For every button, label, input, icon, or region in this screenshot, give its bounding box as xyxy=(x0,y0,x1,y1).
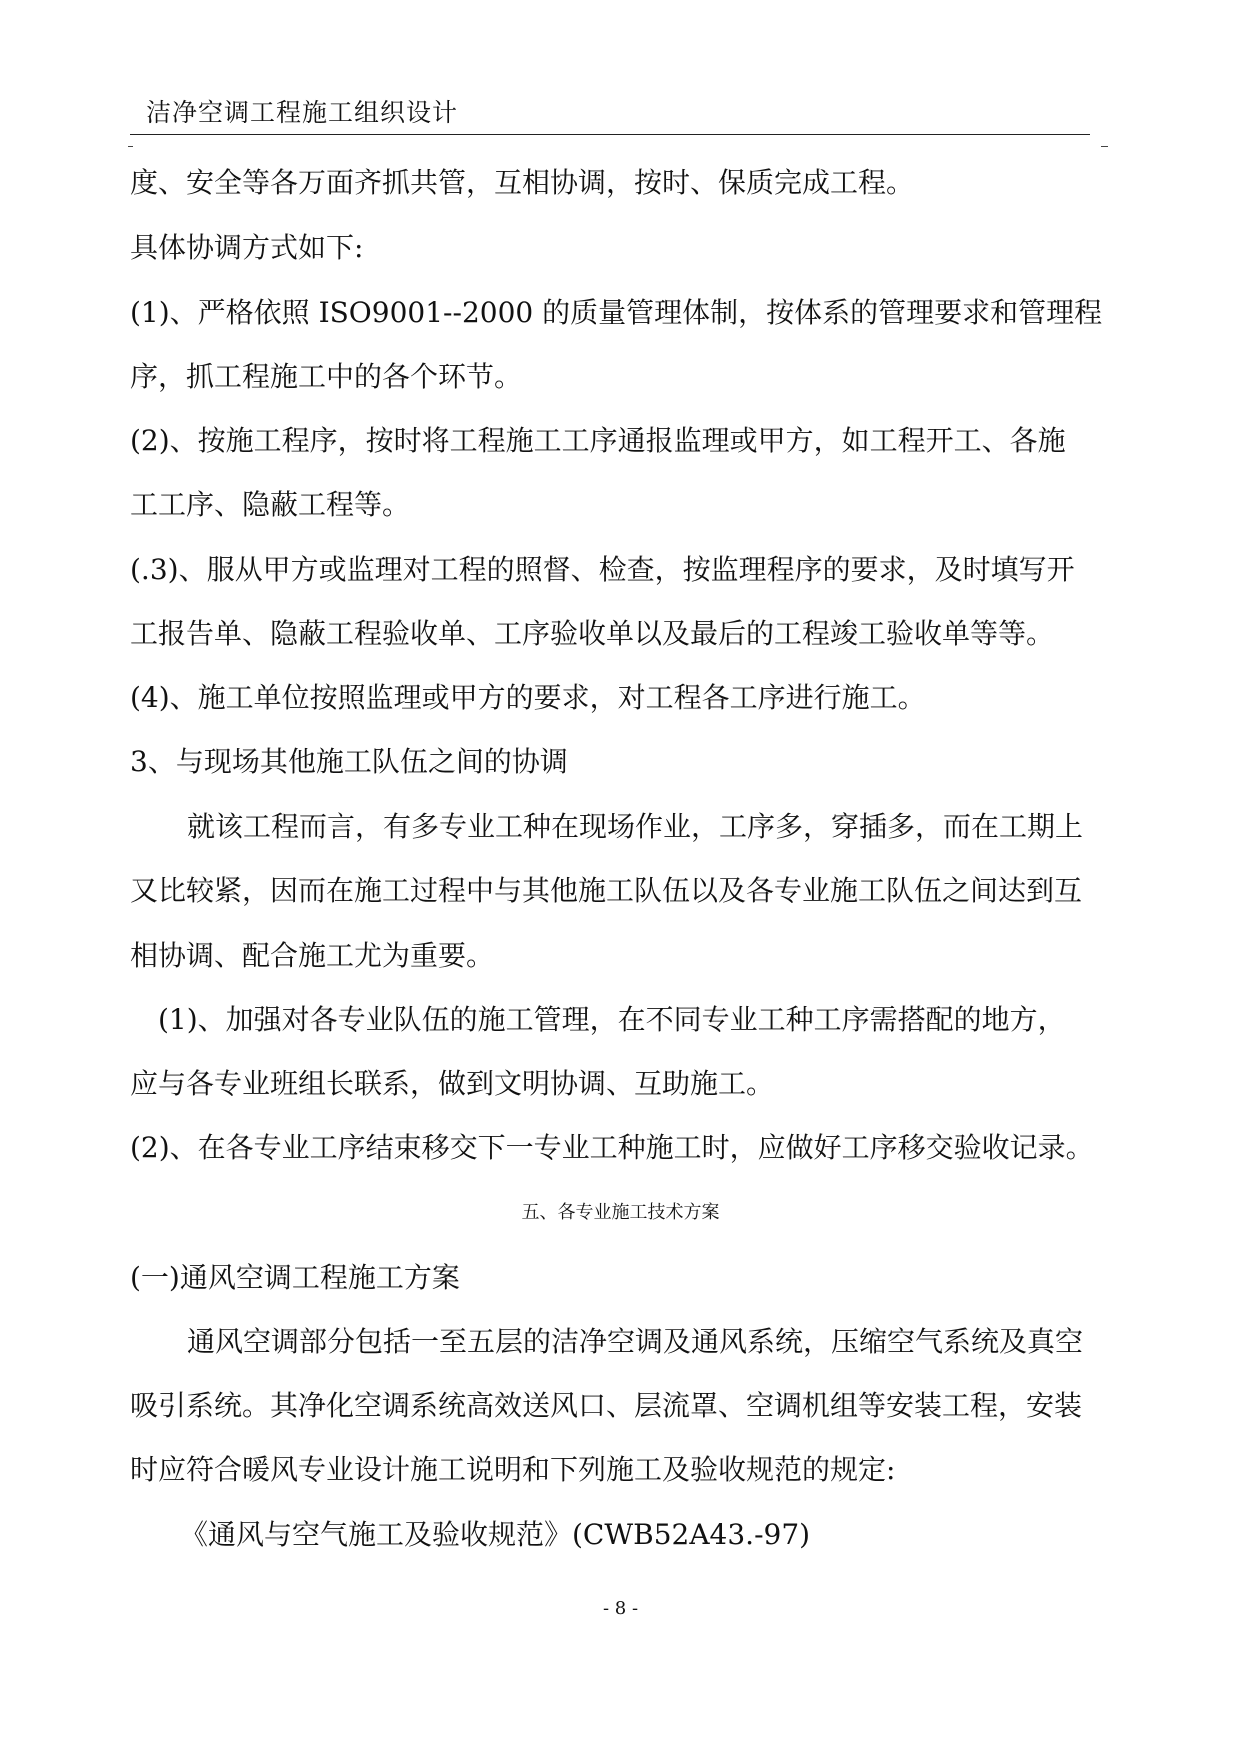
rule-tick-left xyxy=(128,146,133,147)
body-line: 通风空调部分包括一至五层的洁净空调及通风系统，压缩空气系统及真空 xyxy=(187,1325,1084,1358)
page-number: - 8 - xyxy=(602,1598,639,1619)
rule-tick-right xyxy=(1101,146,1108,147)
header-rule xyxy=(130,134,1090,135)
body-line: (2)、按施工程序，按时将工程施工工序通报监理或甲方，如工程开工、各施 xyxy=(130,424,1066,457)
body-line: 又比较紧，因而在施工过程中与其他施工队伍以及各专业施工队伍之间达到互 xyxy=(130,874,1083,907)
section-heading: (一)通风空调工程施工方案 xyxy=(130,1261,460,1294)
body-line: (1)、严格依照 ISO9001--2000 的质量管理体制，按体系的管理要求和管理程 xyxy=(130,296,1103,329)
body-line: 吸引系统。其净化空调系统高效送风口、层流罩、空调机组等安装工程，安装 xyxy=(130,1389,1083,1422)
body-line: 工工序、隐蔽工程等。 xyxy=(130,488,411,521)
body-line: 《通风与空气施工及验收规范》(CWB52A43.-97) xyxy=(180,1518,811,1551)
body-line: 时应符合暖风专业设计施工说明和下列施工及验收规范的规定: xyxy=(130,1453,896,1486)
body-line: 度、安全等各万面齐抓共管，互相协调，按时、保质完成工程。 xyxy=(130,166,915,199)
body-line: 工报告单、隐蔽工程验收单、工序验收单以及最后的工程竣工验收单等等。 xyxy=(130,617,1055,650)
body-line: (2)、在各专业工序结束移交下一专业工种施工时，应做好工序移交验收记录。 xyxy=(130,1131,1094,1164)
body-line: (4)、施工单位按照监理或甲方的要求，对工程各工序进行施工。 xyxy=(130,681,926,714)
body-line: 就该工程而言，有多专业工种在现场作业，工序多，穿插多，而在工期上 xyxy=(187,810,1084,843)
body-line: 应与各专业班组长联系，做到文明协调、互助施工。 xyxy=(130,1067,775,1100)
body-line: 序，抓工程施工中的各个环节。 xyxy=(130,360,523,393)
header-title: 洁净空调工程施工组织设计 xyxy=(146,98,459,127)
body-line: 相协调、配合施工尤为重要。 xyxy=(130,939,495,972)
body-line: 具体协调方式如下: xyxy=(130,231,364,264)
body-line: (.3)、服从甲方或监理对工程的照督、检查，按监理程序的要求，及时填写开 xyxy=(130,553,1075,586)
section-heading: 3、与现场其他施工队伍之间的协调 xyxy=(130,745,568,778)
chapter-heading: 五、各专业施工技术方案 xyxy=(521,1202,720,1223)
body-line: (1)、加强对各专业队伍的施工管理，在不同专业工种工序需搭配的地方， xyxy=(158,1003,1066,1036)
